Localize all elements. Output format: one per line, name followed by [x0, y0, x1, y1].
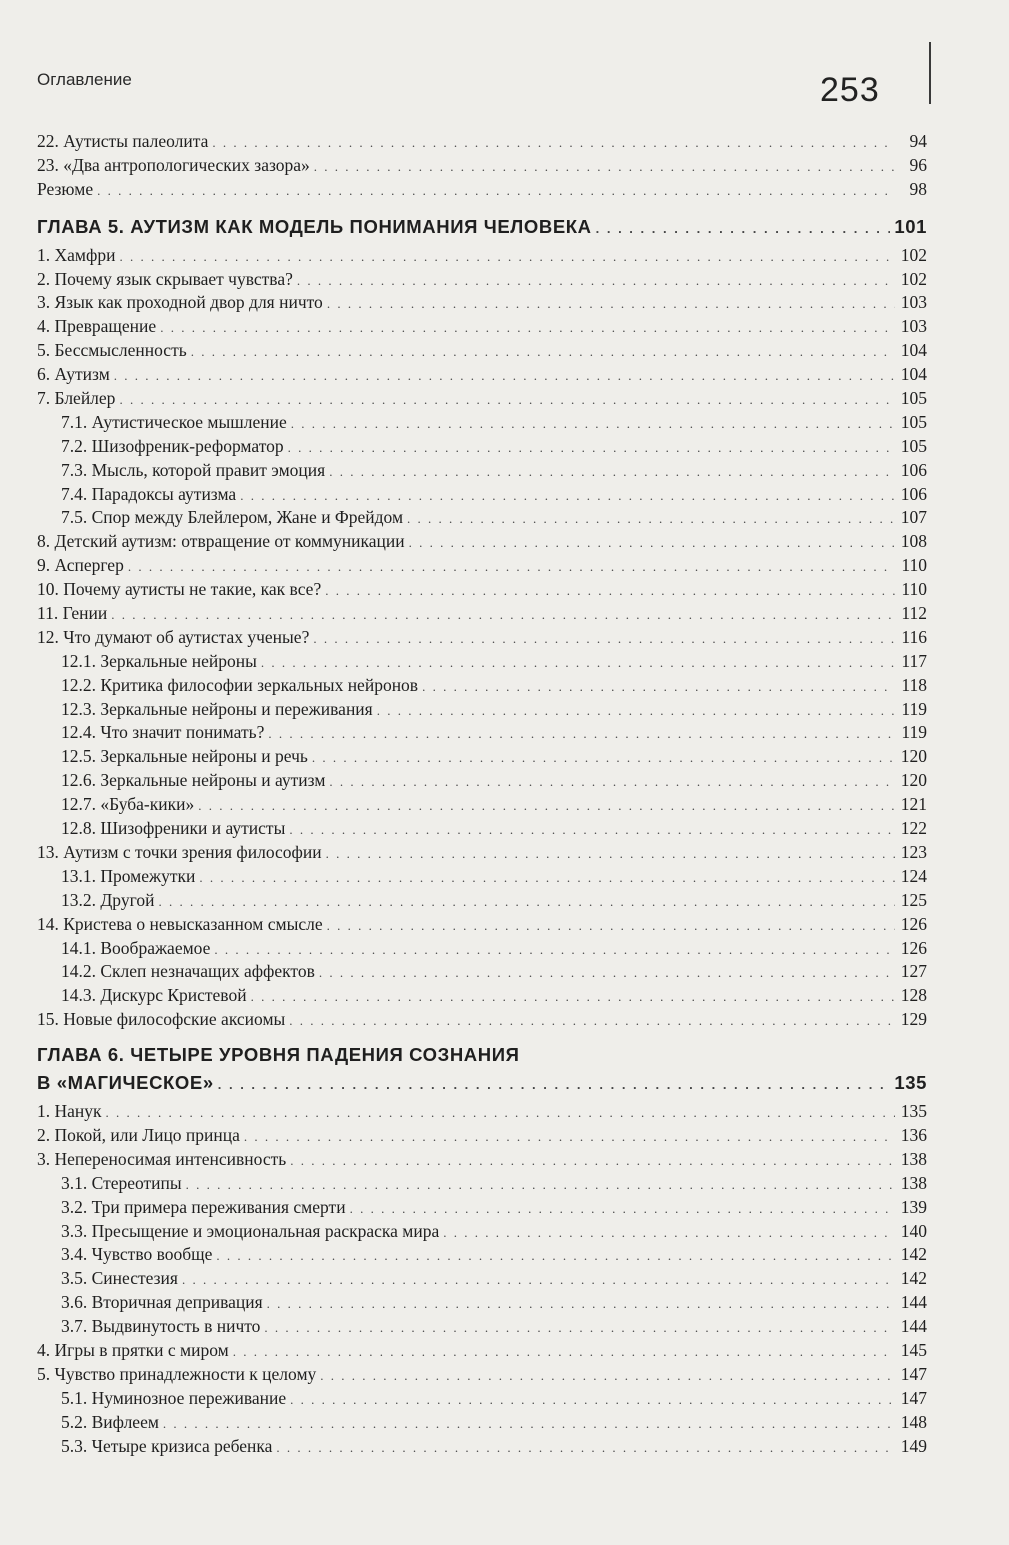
toc-entry-page: 103 — [900, 292, 927, 313]
toc-entry-title: 1. Нанук — [37, 1101, 102, 1122]
toc-entry-title: 3.1. Стереотипы — [61, 1172, 182, 1193]
toc-entry-title: 1. Хамфри — [37, 244, 116, 265]
dot-leader — [297, 269, 895, 293]
toc-entry-page: 142 — [900, 1244, 927, 1265]
toc-entry[interactable] — [37, 889, 927, 913]
toc-entry-title: 12.5. Зеркальные нейроны и речь — [61, 746, 308, 767]
toc-entry[interactable] — [37, 1100, 927, 1124]
toc-entry-page: 98 — [909, 178, 927, 199]
dot-leader — [327, 292, 895, 316]
dot-leader — [182, 1268, 895, 1292]
dot-leader — [261, 651, 895, 675]
toc-entry-page: 94 — [909, 131, 927, 151]
dot-leader — [268, 722, 895, 746]
toc-entry[interactable] — [37, 721, 927, 745]
toc-entry-title: 13.1. Промежутки — [61, 865, 196, 886]
toc-entry-page: 122 — [900, 818, 927, 839]
dot-leader — [407, 507, 895, 531]
toc-entry[interactable] — [37, 1196, 927, 1220]
dot-leader — [106, 1101, 895, 1125]
toc-entry-page: 126 — [900, 913, 927, 934]
toc-entry-page: 120 — [900, 770, 927, 791]
toc-entry-page: 128 — [900, 985, 927, 1006]
toc-entry-title: 7.1. Аутистическое мышление — [61, 411, 287, 432]
toc-entry[interactable] — [37, 178, 927, 202]
toc-entry-title: 9. Аспергер — [37, 555, 124, 576]
dot-leader — [409, 531, 895, 555]
toc-entry[interactable] — [37, 602, 927, 626]
chapter-page: 101 — [894, 215, 927, 237]
dot-leader — [233, 1340, 895, 1364]
toc-entry-title: 5.1. Нуминозное переживание — [61, 1387, 287, 1408]
toc-entry-page: 108 — [900, 531, 927, 552]
toc-entry-title: 12. Что думают об аутистах ученые? — [37, 626, 310, 647]
toc-entry-page: 138 — [900, 1172, 927, 1193]
toc-entry-title: 12.7. «Буба-кики» — [61, 794, 195, 815]
toc-entry-title: 13.2. Другой — [61, 889, 155, 910]
toc-entry[interactable] — [37, 1220, 927, 1244]
toc-entry-title: Резюме — [37, 178, 94, 199]
toc-entry-page: 126 — [900, 937, 927, 958]
toc-entry[interactable] — [37, 745, 927, 769]
toc-entry-page: 119 — [901, 722, 927, 743]
toc-entry[interactable] — [37, 244, 927, 268]
toc-entry-title: 3. Язык как проходной двор для ничто — [37, 292, 323, 313]
toc-entry-page: 110 — [901, 579, 927, 600]
toc-entry[interactable] — [37, 363, 927, 387]
toc-entry-page: 142 — [900, 1268, 927, 1289]
dot-leader — [214, 938, 895, 962]
dot-leader — [422, 675, 895, 699]
toc-entry-page: 105 — [900, 388, 927, 409]
toc-entry[interactable] — [37, 769, 927, 793]
toc-entry[interactable] — [37, 1315, 927, 1339]
toc-entry-page: 107 — [900, 507, 927, 528]
toc-entry-title: 7. Блейлер — [37, 388, 116, 409]
dot-leader — [267, 1292, 895, 1316]
toc-entry[interactable] — [37, 1363, 927, 1387]
toc-entry[interactable] — [37, 339, 927, 363]
toc-entry-title: 13. Аутизм с точки зрения философии — [37, 841, 322, 862]
toc-entry[interactable] — [37, 984, 927, 1008]
dot-leader — [244, 1125, 895, 1149]
dot-leader — [158, 890, 895, 914]
toc-entry-page: 105 — [900, 411, 927, 432]
toc-entry[interactable] — [37, 1267, 927, 1291]
dot-leader — [596, 214, 891, 244]
toc-entry[interactable] — [37, 291, 927, 315]
toc-entry[interactable] — [37, 268, 927, 292]
toc-entry-page: 145 — [900, 1339, 927, 1360]
toc-entry-title: 22. Аутисты палеолита — [37, 131, 209, 151]
toc-entry-title: 3.6. Вторичная депривация — [61, 1292, 263, 1313]
toc-entry[interactable] — [37, 435, 927, 459]
dot-leader — [114, 364, 895, 388]
toc-entry[interactable] — [37, 817, 927, 841]
toc-entry-title: 5. Чувство принадлежности к целому — [37, 1363, 317, 1384]
toc-entry-title: 7.4. Парадоксы аутизма — [61, 483, 237, 504]
dot-leader — [288, 436, 895, 460]
dot-leader — [289, 818, 895, 842]
toc-entry[interactable] — [37, 411, 927, 435]
toc-entry-title: 11. Гении — [37, 603, 108, 624]
toc-entry[interactable] — [37, 1148, 927, 1172]
toc-entry-title: 3.5. Синестезия — [61, 1268, 178, 1289]
toc-entry-page: 139 — [900, 1196, 927, 1217]
toc-entry[interactable] — [37, 1243, 927, 1267]
toc-entry[interactable] — [37, 578, 927, 602]
dot-leader — [199, 866, 895, 890]
dot-leader — [163, 1412, 895, 1436]
toc-entry-title: 12.4. Что значит понимать? — [61, 722, 265, 743]
toc-entry[interactable] — [37, 387, 927, 411]
toc-entry[interactable] — [37, 793, 927, 817]
toc-entry-title: 3. Непереносимая интенсивность — [37, 1148, 287, 1169]
chapter-5-entries — [37, 244, 927, 1032]
dot-leader — [128, 555, 895, 579]
toc-entry-title: 5.2. Вифлеем — [61, 1411, 159, 1432]
toc-entry-title: 7.5. Спор между Блейлером, Жане и Фрейдом — [61, 507, 404, 528]
toc-entry-title: 6. Аутизм — [37, 364, 110, 385]
toc-entry-page: 120 — [900, 746, 927, 767]
toc-entry-page: 112 — [901, 603, 927, 624]
toc-entry[interactable] — [37, 913, 927, 937]
toc-entry-page: 127 — [900, 961, 927, 982]
dot-leader — [291, 412, 895, 436]
dot-leader — [111, 603, 895, 627]
toc-entry[interactable] — [37, 1411, 927, 1435]
toc-entry-page: 124 — [900, 865, 927, 886]
dot-leader — [320, 1364, 895, 1388]
toc-entry-page: 144 — [900, 1292, 927, 1313]
dot-leader — [251, 985, 895, 1009]
toc-entry-page: 135 — [900, 1101, 927, 1122]
chapter-6-heading-line1: ГЛАВА 6. ЧЕТЫРЕ УРОВНЯ ПАДЕНИЯ СОЗНАНИЯ — [37, 1044, 520, 1066]
dot-leader — [160, 316, 895, 340]
chapter-6-heading[interactable] — [37, 1068, 927, 1098]
toc-entry[interactable] — [37, 130, 927, 154]
chapter-page: 135 — [894, 1072, 927, 1094]
toc-entry-title: 4. Превращение — [37, 316, 157, 337]
dot-leader — [312, 746, 895, 770]
dot-leader — [443, 1221, 895, 1245]
toc-entry[interactable] — [37, 483, 927, 507]
dot-leader — [198, 794, 895, 818]
toc-entry[interactable] — [37, 626, 927, 650]
toc-entry-title: 12.3. Зеркальные нейроны и переживания — [61, 698, 373, 719]
toc-entry-page: 119 — [901, 698, 927, 719]
toc-entry-title: 8. Детский аутизм: отвращение от коммуникации — [37, 531, 405, 552]
dot-leader — [119, 245, 895, 269]
dot-leader — [325, 579, 895, 603]
chapter-5-heading[interactable] — [37, 212, 927, 242]
toc-entry-page: 106 — [900, 483, 927, 504]
toc-entry[interactable] — [37, 315, 927, 339]
toc-entry-page: 144 — [900, 1316, 927, 1337]
toc-entry-page: 121 — [900, 794, 927, 815]
toc-entry-title: 12.1. Зеркальные нейроны — [61, 650, 257, 671]
toc-entry-title: 15. Новые философские аксиомы — [37, 1009, 286, 1030]
toc-entry-page: 129 — [900, 1009, 927, 1030]
chapter-title: ГЛАВА 5. АУТИЗМ КАК МОДЕЛЬ ПОНИМАНИЯ ЧЕЛОВЕКА — [37, 215, 592, 237]
toc-entry-title: 2. Покой, или Лицо принца — [37, 1124, 240, 1145]
dot-leader — [314, 155, 895, 179]
toc-entry-title: 14.3. Дискурс Кристевой — [61, 985, 247, 1006]
dot-leader — [327, 914, 895, 938]
toc-entry-title: 14.2. Склеп незначащих аффектов — [61, 961, 315, 982]
toc-entry-page: 102 — [900, 268, 927, 289]
toc-entry-title: 7.3. Мысль, которой правит эмоция — [61, 459, 326, 480]
toc-entry[interactable] — [37, 1008, 927, 1032]
toc-entry[interactable] — [37, 506, 927, 530]
toc-entry[interactable] — [37, 674, 927, 698]
toc-entry[interactable] — [37, 1435, 927, 1459]
dot-leader — [313, 627, 895, 651]
toc-entry[interactable] — [37, 960, 927, 984]
toc-entry-page: 117 — [901, 650, 927, 671]
toc-entry-title: 4. Игры в прятки с миром — [37, 1339, 229, 1360]
dot-leader — [290, 1388, 895, 1412]
toc-entry-page: 136 — [900, 1124, 927, 1145]
dot-leader — [97, 179, 895, 203]
toc-entry-title: 12.6. Зеркальные нейроны и аутизм — [61, 770, 326, 791]
chapter-6-entries — [37, 1100, 927, 1458]
dot-leader — [329, 460, 895, 484]
dot-leader — [377, 699, 895, 723]
dot-leader — [276, 1436, 895, 1460]
dot-leader — [218, 1070, 891, 1100]
toc-entry[interactable] — [37, 530, 927, 554]
toc-entry-title: 14. Кристева о невысказанном смысле — [37, 913, 323, 934]
toc-entry-title: 2. Почему язык скрывает чувства? — [37, 268, 293, 289]
toc-entry-page: 148 — [900, 1411, 927, 1432]
dot-leader — [216, 1244, 895, 1268]
toc-entry[interactable] — [37, 459, 927, 483]
toc-entry-title: 3.3. Пресыщение и эмоциональная раскраска мира — [61, 1220, 440, 1241]
toc-entry[interactable] — [37, 1291, 927, 1315]
toc-entry-page: 118 — [901, 674, 927, 695]
toc-entry-title: 5.3. Четыре кризиса ребенка — [61, 1435, 273, 1456]
toc-entry[interactable] — [37, 698, 927, 722]
toc-entry[interactable] — [37, 865, 927, 889]
toc-entry-page: 104 — [900, 364, 927, 385]
running-title: Оглавление — [37, 70, 132, 89]
toc-entry[interactable] — [37, 1172, 927, 1196]
chapter-title: В «МАГИЧЕСКОЕ» — [37, 1072, 214, 1094]
toc-entry[interactable] — [37, 554, 927, 578]
dot-leader — [212, 131, 895, 155]
toc-entry-page: 138 — [900, 1148, 927, 1169]
toc-entry-page: 140 — [900, 1220, 927, 1241]
dot-leader — [326, 842, 895, 866]
dot-leader — [240, 484, 895, 508]
toc-entry-page: 96 — [909, 154, 927, 175]
header-rule — [929, 42, 931, 104]
toc-entry-title: 23. «Два антропологических зазора» — [37, 154, 310, 175]
toc-entry-title: 3.2. Три примера переживания смерти — [61, 1196, 346, 1217]
toc-entry[interactable] — [37, 937, 927, 961]
toc-entry-page: 123 — [900, 841, 927, 862]
toc-entry-page: 106 — [900, 459, 927, 480]
toc-entry-title: 3.7. Выдвинутость в ничто — [61, 1316, 261, 1337]
toc-entry-page: 149 — [900, 1435, 927, 1456]
toc-entry-page: 147 — [900, 1387, 927, 1408]
dot-leader — [319, 961, 895, 985]
toc-entry-title: 3.4. Чувство вообще — [61, 1244, 213, 1265]
toc-entry[interactable] — [37, 841, 927, 865]
dot-leader — [290, 1149, 895, 1173]
toc-entry-title: 10. Почему аутисты не такие, как все? — [37, 579, 322, 600]
dot-leader — [289, 1009, 895, 1033]
toc-entry[interactable] — [37, 650, 927, 674]
table-of-contents — [37, 130, 927, 1458]
toc-entry[interactable] — [37, 154, 927, 178]
dot-leader — [264, 1316, 895, 1340]
toc-entry-title: 14.1. Воображаемое — [61, 937, 211, 958]
toc-entry-page: 102 — [900, 244, 927, 265]
toc-entry[interactable] — [37, 1339, 927, 1363]
top-entries — [37, 130, 927, 202]
toc-entry[interactable] — [37, 1124, 927, 1148]
dot-leader — [329, 770, 895, 794]
page-number: 253 — [820, 71, 880, 109]
toc-entry-title: 12.2. Критика философии зеркальных нейронов — [61, 674, 419, 695]
toc-entry-page: 116 — [901, 626, 927, 647]
toc-entry[interactable] — [37, 1387, 927, 1411]
toc-entry-page: 110 — [901, 555, 927, 576]
dot-leader — [350, 1197, 895, 1221]
toc-entry-page: 104 — [900, 340, 927, 361]
dot-leader — [191, 340, 895, 364]
toc-entry-page: 125 — [900, 889, 927, 910]
dot-leader — [186, 1173, 895, 1197]
toc-entry-title: 5. Бессмысленность — [37, 340, 187, 361]
toc-entry-page: 103 — [900, 316, 927, 337]
toc-entry-page: 105 — [900, 435, 927, 456]
toc-entry-title: 7.2. Шизофреник-реформатор — [61, 435, 284, 456]
toc-entry-page: 147 — [900, 1363, 927, 1384]
toc-entry-title: 12.8. Шизофреники и аутисты — [61, 818, 286, 839]
dot-leader — [119, 388, 895, 412]
